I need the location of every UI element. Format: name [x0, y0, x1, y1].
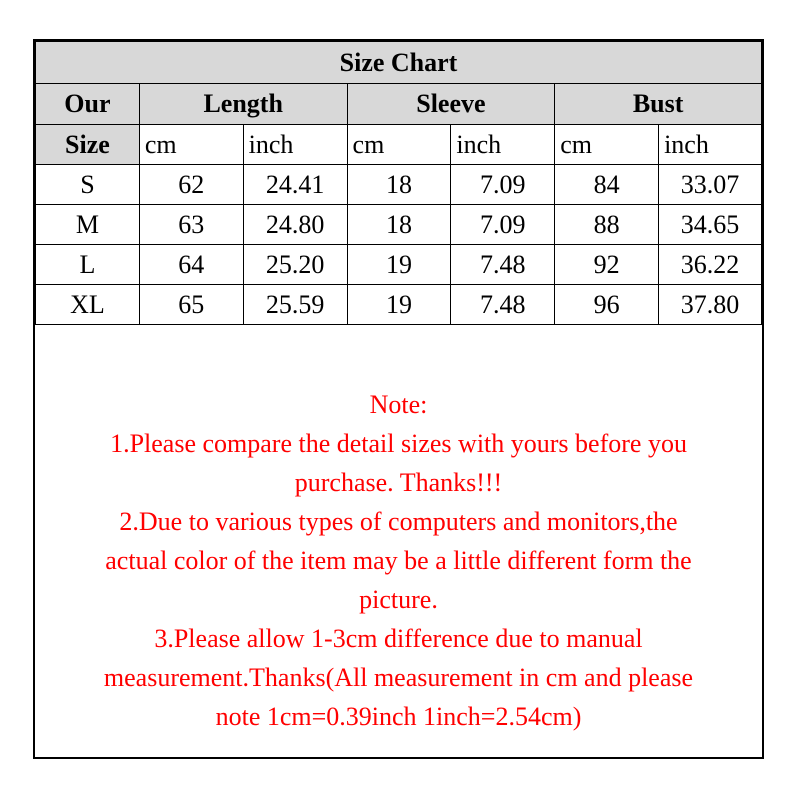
- unit-label: inch: [659, 125, 762, 165]
- sleeve-cm: 18: [347, 165, 451, 205]
- unit-label: inch: [451, 125, 555, 165]
- size-chart-table: [35, 41, 762, 325]
- length-inch: 25.59: [243, 285, 347, 325]
- length-inch: 25.20: [243, 245, 347, 285]
- note-line: measurement.Thanks(All measurement in cm and please: [103, 663, 694, 692]
- sleeve-inch: 7.48: [451, 245, 555, 285]
- length-cm: 65: [139, 285, 243, 325]
- sleeve-cm: 19: [347, 285, 451, 325]
- note-line: picture.: [359, 585, 438, 614]
- note-line: actual color of the item may be a little different form the: [105, 546, 692, 575]
- table-row: [36, 245, 762, 285]
- sleeve-inch: 7.09: [451, 165, 555, 205]
- bust-cm: 96: [555, 285, 659, 325]
- note-line: 1.Please compare the detail sizes with yours before you: [110, 429, 687, 458]
- size-header-bottom: Size: [36, 125, 140, 165]
- note-line: 3.Please allow 1-3cm difference due to manual: [154, 624, 643, 653]
- size-label: S: [36, 165, 140, 205]
- size-header-top: Our: [36, 84, 140, 125]
- table-row: [36, 205, 762, 245]
- unit-label: inch: [243, 125, 347, 165]
- length-cm: 63: [139, 205, 243, 245]
- bust-header: Bust: [555, 84, 762, 125]
- size-chart-frame: [33, 39, 764, 759]
- unit-label: cm: [139, 125, 243, 165]
- note-line: 2.Due to various types of computers and monitors,the: [119, 507, 678, 536]
- length-cm: 64: [139, 245, 243, 285]
- size-label: M: [36, 205, 140, 245]
- unit-label: cm: [347, 125, 451, 165]
- length-inch: 24.80: [243, 205, 347, 245]
- size-label: L: [36, 245, 140, 285]
- sleeve-inch: 7.48: [451, 285, 555, 325]
- note-line: purchase. Thanks!!!: [294, 468, 503, 497]
- bust-inch: 33.07: [659, 165, 762, 205]
- size-label: XL: [36, 285, 140, 325]
- note-line: note 1cm=0.39inch 1inch=2.54cm): [215, 702, 582, 731]
- sleeve-inch: 7.09: [451, 205, 555, 245]
- sleeve-cm: 18: [347, 205, 451, 245]
- note-heading: Note:: [369, 390, 428, 419]
- bust-cm: 84: [555, 165, 659, 205]
- sleeve-header: Sleeve: [347, 84, 555, 125]
- bust-inch: 36.22: [659, 245, 762, 285]
- length-header: Length: [139, 84, 347, 125]
- unit-label: cm: [555, 125, 659, 165]
- length-cm: 62: [139, 165, 243, 205]
- sleeve-cm: 19: [347, 245, 451, 285]
- table-row: [36, 285, 762, 325]
- bust-inch: 37.80: [659, 285, 762, 325]
- notes-section: [35, 385, 762, 736]
- table-row: [36, 165, 762, 205]
- bust-inch: 34.65: [659, 205, 762, 245]
- bust-cm: 92: [555, 245, 659, 285]
- bust-cm: 88: [555, 205, 659, 245]
- length-inch: 24.41: [243, 165, 347, 205]
- chart-title: Size Chart: [36, 42, 762, 84]
